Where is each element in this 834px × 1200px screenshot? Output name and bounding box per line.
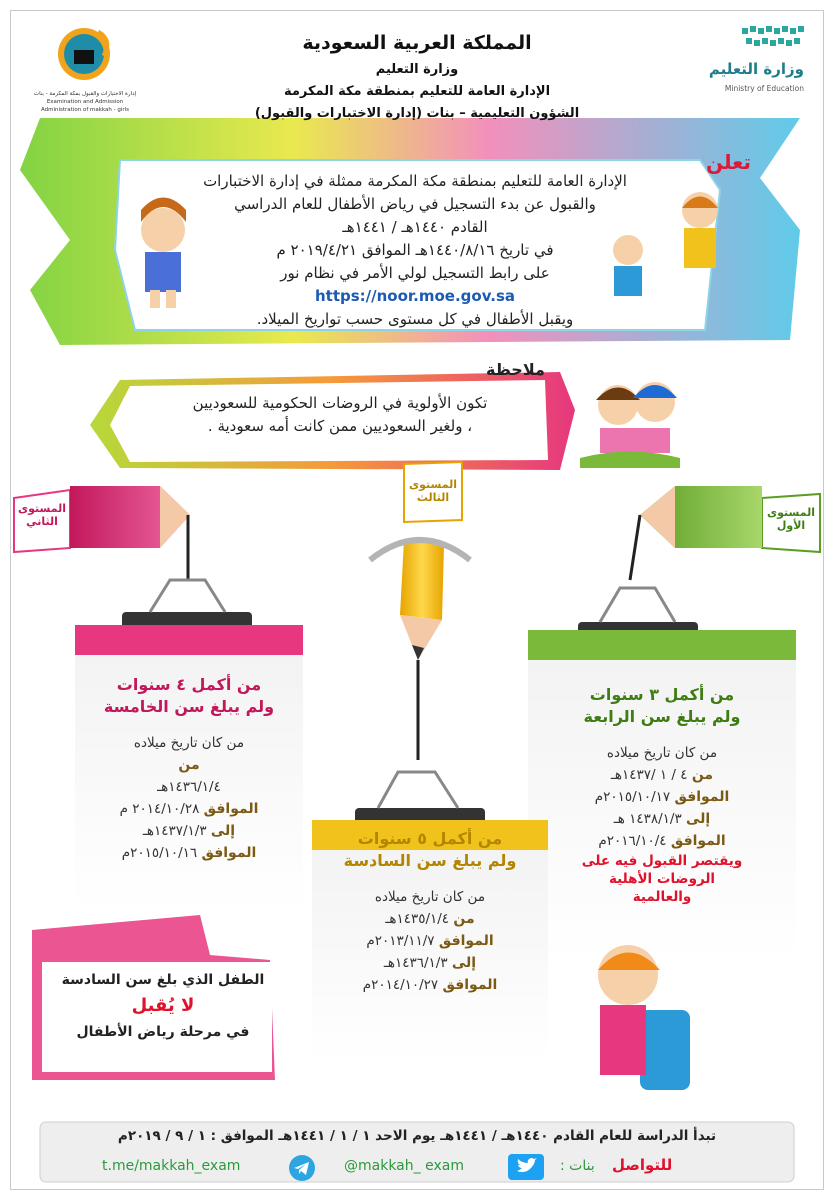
card-first-level bbox=[536, 684, 788, 906]
ministry-title: وزارة التعليم bbox=[375, 62, 459, 77]
announcement-line: على رابط التسجيل لولي الأمر في نظام نور bbox=[280, 264, 550, 282]
card-agree-label: الموافق bbox=[442, 977, 498, 993]
department-logo bbox=[30, 20, 140, 113]
card-title: من أكمل ٤ سنوات bbox=[116, 675, 262, 694]
card-restriction: والعالمية bbox=[632, 889, 692, 905]
directorate-title: الإدارة العامة للتعليم بمنطقة مكة المكرمة bbox=[283, 84, 551, 99]
kingdom-title: المملكة العربية السعودية bbox=[302, 32, 532, 54]
noor-link[interactable]: https://noor.moe.gov.sa bbox=[314, 287, 516, 305]
card-from-label: من bbox=[453, 911, 475, 927]
card-agree-date: ٢٠١٥/١٠/١٧م bbox=[594, 789, 671, 805]
card-to-label: إلى bbox=[686, 811, 711, 827]
contact-label: للتواصل bbox=[612, 1156, 673, 1174]
card-agree-label: الموافق bbox=[203, 801, 259, 817]
age-limit-note bbox=[48, 968, 278, 1044]
card-to-date: ١٤٣٨/١/٣ هـ bbox=[613, 811, 682, 827]
moe-logo bbox=[700, 22, 810, 104]
announcement-line: والقبول عن بدء التسجيل في رياض الأطفال للعام الدراسي bbox=[234, 195, 596, 213]
announcement-line: القادم ١٤٤٠هـ / ١٤٤١هـ bbox=[342, 218, 488, 236]
card-restriction: ويقتصر القبول فيه على bbox=[581, 853, 743, 869]
card-from-label: من bbox=[178, 757, 200, 773]
card-agree-date: ٢٠١٣/١١/٧م bbox=[366, 933, 435, 949]
contact-banat: بنات : bbox=[560, 1158, 595, 1174]
card-second-level bbox=[80, 674, 298, 864]
announcement-text bbox=[150, 170, 680, 331]
card-agree-date: ٢٠١٦/١٠/٤م bbox=[598, 833, 667, 849]
department-logo-mark bbox=[54, 20, 118, 84]
card-restriction: الروضات الأهلية bbox=[608, 871, 716, 887]
card-to-date: ١٤٣٧/١/٣هـ bbox=[142, 823, 207, 839]
card-to-label: إلى bbox=[210, 823, 236, 839]
card-agree-label: الموافق bbox=[670, 833, 726, 849]
card-title: من أكمل ٣ سنوات bbox=[589, 685, 735, 704]
card-title: من أكمل ٥ سنوات bbox=[357, 829, 503, 848]
section-title: الشؤون التعليمية – بنات (إدارة الاختبارات والقبول) bbox=[254, 106, 580, 121]
card-from-date: ١٤٣٥/١/٤هـ bbox=[385, 911, 450, 927]
announcement-line: الإدارة العامة للتعليم بمنطقة مكة المكرمة ممثلة في إدارة الاختبارات bbox=[203, 172, 627, 190]
telegram-link[interactable]: t.me/makkah_exam bbox=[102, 1158, 241, 1174]
telegram-icon[interactable] bbox=[288, 1154, 316, 1182]
card-agree-date: ٢٠١٥/١٠/١٦م bbox=[121, 845, 198, 861]
age-limit-line: في مرحلة رياض الأطفال bbox=[76, 1024, 250, 1040]
card-to-date: ١٤٣٦/١/٣هـ bbox=[383, 955, 448, 971]
note-line: ، ولغير السعوديين ممن كانت أمه سعودية . bbox=[207, 417, 473, 435]
note-tag: ملاحظة bbox=[486, 360, 545, 379]
card-agree-label: الموافق bbox=[674, 789, 730, 805]
twitter-icon[interactable] bbox=[508, 1154, 544, 1180]
age-limit-warning: لا يُقبل bbox=[131, 995, 195, 1016]
twitter-handle[interactable]: @makkah_ exam bbox=[344, 1158, 464, 1174]
moe-logo-arabic: وزارة التعليم bbox=[708, 60, 804, 78]
level-third-tag: المستوى الثالث bbox=[409, 478, 457, 504]
department-logo-text: إدارة الاختبارات والقبول بمكة المكرمة - بنات Examination and Admission Administration of makkah - girls bbox=[33, 91, 137, 113]
study-start-text: تبدأ الدراسة للعام القادم ١٤٤٠هـ / ١٤٤١هـ يوم الاحد ١ / ١ / ١٤٤١هـ الموافق : ١ / ٩ / ٢٠١٩م bbox=[117, 1128, 717, 1144]
card-to-label: إلى bbox=[451, 955, 477, 971]
card-agree-label: الموافق bbox=[201, 845, 257, 861]
card-intro: من كان تاريخ ميلاده bbox=[606, 745, 718, 761]
card-from-label: من bbox=[691, 767, 714, 783]
announcement-line: في تاريخ ١٤٤٠/٨/١٦هـ الموافق ٢٠١٩/٤/٢١ م bbox=[276, 241, 554, 259]
moe-logo-mark bbox=[742, 26, 804, 48]
card-subtitle: ولم يبلغ سن الرابعة bbox=[583, 707, 741, 726]
announce-tag: تعلن bbox=[706, 150, 751, 174]
announcement-line: ويقبل الأطفال في كل مستوى حسب تواريخ الميلاد. bbox=[256, 310, 574, 328]
card-subtitle: ولم يبلغ سن السادسة bbox=[343, 851, 517, 870]
note-line: تكون الأولوية في الروضات الحكومية للسعوديين bbox=[192, 394, 488, 412]
age-limit-line: الطفل الذي بلغ سن السادسة bbox=[61, 972, 265, 988]
level-second-tag: المستوى الثاني bbox=[18, 502, 66, 528]
card-intro: من كان تاريخ ميلاده bbox=[133, 735, 245, 751]
card-agree-label: الموافق bbox=[438, 933, 494, 949]
card-from-date: ٤ / ١ /١٤٣٧هـ bbox=[610, 767, 688, 783]
level-first-tag: المستوى الأول bbox=[767, 506, 815, 532]
card-subtitle: ولم يبلغ سن الخامسة bbox=[103, 697, 275, 716]
card-from-date: ١٤٣٦/١/٤هـ bbox=[157, 779, 221, 795]
card-agree-date: ٢٠١٤/١٠/٢٧م bbox=[362, 977, 439, 993]
card-agree-date: ٢٠١٤/١٠/٢٨ م bbox=[119, 801, 200, 817]
note-text bbox=[150, 392, 530, 438]
card-third-level bbox=[318, 828, 542, 996]
card-intro: من كان تاريخ ميلاده bbox=[374, 889, 486, 905]
moe-logo-english: Ministry of Education bbox=[724, 84, 804, 93]
